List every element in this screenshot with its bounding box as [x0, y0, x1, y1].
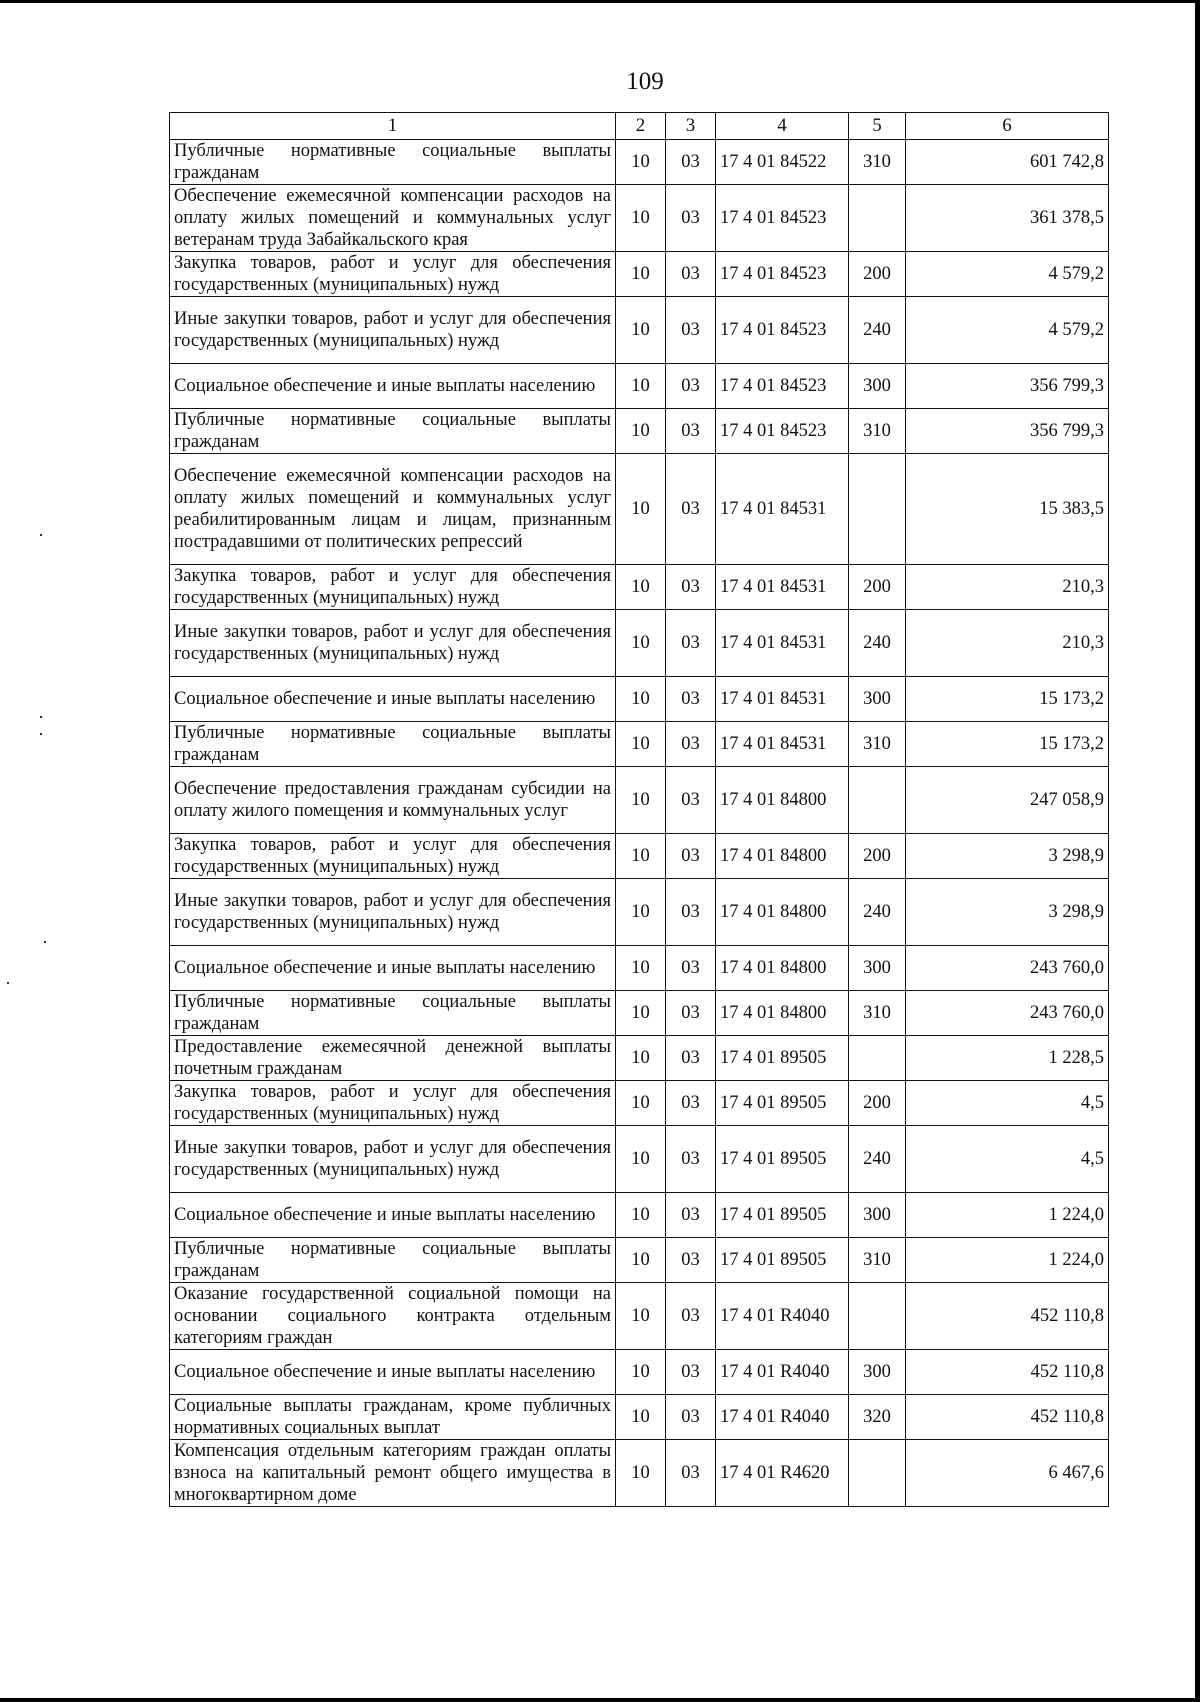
row-target-code-cell: 17 4 01 84531 — [716, 610, 849, 677]
row-section-cell: 10 — [616, 140, 666, 185]
row-target-code-cell: 17 4 01 84531 — [716, 677, 849, 722]
row-subsection-cell: 03 — [666, 1081, 716, 1126]
table-row — [170, 297, 1109, 364]
table-row — [170, 1395, 1109, 1440]
row-name-cell: Обеспечение предоставления гражданам субсидии на оплату жилого помещения и коммунальных услуг — [170, 767, 616, 834]
row-subsection-cell: 03 — [666, 879, 716, 946]
row-amount-cell: 15 383,5 — [906, 454, 1109, 565]
row-expense-type-cell: 200 — [849, 252, 906, 297]
row-target-code-cell: 17 4 01 89505 — [716, 1126, 849, 1193]
budget-table — [169, 112, 1109, 1507]
row-target-code-cell: 17 4 01 84531 — [716, 565, 849, 610]
row-subsection-cell: 03 — [666, 409, 716, 454]
row-section-cell: 10 — [616, 1350, 666, 1395]
row-expense-type-cell: 310 — [849, 409, 906, 454]
row-name-cell: Социальное обеспечение и иные выплаты населению — [170, 364, 616, 409]
row-section-cell: 10 — [616, 252, 666, 297]
row-expense-type-cell — [849, 185, 906, 252]
row-name-cell: Иные закупки товаров, работ и услуг для обеспечения государственных (муниципальных) нужд — [170, 610, 616, 677]
row-subsection-cell: 03 — [666, 364, 716, 409]
row-target-code-cell: 17 4 01 84531 — [716, 722, 849, 767]
header-col-5: 5 — [849, 113, 906, 140]
row-section-cell: 10 — [616, 610, 666, 677]
row-target-code-cell: 17 4 01 R4040 — [716, 1395, 849, 1440]
table-row — [170, 454, 1109, 565]
row-section-cell: 10 — [616, 1081, 666, 1126]
table-row — [170, 140, 1109, 185]
row-amount-cell: 356 799,3 — [906, 409, 1109, 454]
row-name-cell: Социальное обеспечение и иные выплаты населению — [170, 1193, 616, 1238]
table-row — [170, 722, 1109, 767]
table-row — [170, 1126, 1109, 1193]
table-row — [170, 185, 1109, 252]
table-row — [170, 409, 1109, 454]
row-amount-cell: 210,3 — [906, 610, 1109, 677]
table-row — [170, 565, 1109, 610]
row-amount-cell: 15 173,2 — [906, 722, 1109, 767]
row-expense-type-cell: 320 — [849, 1395, 906, 1440]
row-target-code-cell: 17 4 01 84800 — [716, 767, 849, 834]
row-target-code-cell: 17 4 01 89505 — [716, 1081, 849, 1126]
table-row — [170, 991, 1109, 1036]
row-name-cell: Закупка товаров, работ и услуг для обеспечения государственных (муниципальных) нужд — [170, 1081, 616, 1126]
row-subsection-cell: 03 — [666, 1440, 716, 1507]
row-amount-cell: 361 378,5 — [906, 185, 1109, 252]
row-expense-type-cell: 200 — [849, 565, 906, 610]
header-col-2: 2 — [616, 113, 666, 140]
row-name-cell: Социальное обеспечение и иные выплаты населению — [170, 1350, 616, 1395]
margin-speck — [40, 733, 42, 735]
row-subsection-cell: 03 — [666, 677, 716, 722]
row-name-cell: Социальное обеспечение и иные выплаты населению — [170, 946, 616, 991]
row-section-cell: 10 — [616, 946, 666, 991]
row-expense-type-cell — [849, 1440, 906, 1507]
row-target-code-cell: 17 4 01 89505 — [716, 1036, 849, 1081]
row-name-cell: Обеспечение ежемесячной компенсации расходов на оплату жилых помещений и коммунальных услуг ветеранам труда Забайкальского края — [170, 185, 616, 252]
row-expense-type-cell: 310 — [849, 1238, 906, 1283]
margin-speck — [44, 941, 46, 943]
row-expense-type-cell: 240 — [849, 610, 906, 677]
row-subsection-cell: 03 — [666, 140, 716, 185]
row-subsection-cell: 03 — [666, 991, 716, 1036]
row-subsection-cell: 03 — [666, 1238, 716, 1283]
row-name-cell: Закупка товаров, работ и услуг для обеспечения государственных (муниципальных) нужд — [170, 565, 616, 610]
row-amount-cell: 1 224,0 — [906, 1193, 1109, 1238]
row-name-cell: Иные закупки товаров, работ и услуг для обеспечения государственных (муниципальных) нужд — [170, 1126, 616, 1193]
table-row — [170, 1350, 1109, 1395]
row-amount-cell: 1 224,0 — [906, 1238, 1109, 1283]
row-target-code-cell: 17 4 01 84523 — [716, 252, 849, 297]
margin-speck — [40, 716, 42, 718]
row-expense-type-cell: 310 — [849, 722, 906, 767]
row-amount-cell: 3 298,9 — [906, 879, 1109, 946]
row-amount-cell: 452 110,8 — [906, 1350, 1109, 1395]
row-target-code-cell: 17 4 01 84522 — [716, 140, 849, 185]
row-expense-type-cell — [849, 454, 906, 565]
row-name-cell: Закупка товаров, работ и услуг для обеспечения государственных (муниципальных) нужд — [170, 252, 616, 297]
row-amount-cell: 3 298,9 — [906, 834, 1109, 879]
table-row — [170, 677, 1109, 722]
row-amount-cell: 601 742,8 — [906, 140, 1109, 185]
row-expense-type-cell: 240 — [849, 297, 906, 364]
row-subsection-cell: 03 — [666, 297, 716, 364]
row-expense-type-cell: 300 — [849, 946, 906, 991]
row-expense-type-cell: 300 — [849, 1193, 906, 1238]
table-row — [170, 879, 1109, 946]
row-amount-cell: 210,3 — [906, 565, 1109, 610]
header-col-4: 4 — [716, 113, 849, 140]
header-col-3: 3 — [666, 113, 716, 140]
header-col-6: 6 — [906, 113, 1109, 140]
row-expense-type-cell — [849, 1283, 906, 1350]
row-section-cell: 10 — [616, 834, 666, 879]
row-target-code-cell: 17 4 01 84523 — [716, 409, 849, 454]
row-subsection-cell: 03 — [666, 1283, 716, 1350]
row-section-cell: 10 — [616, 454, 666, 565]
table-body — [170, 140, 1109, 1507]
row-name-cell: Оказание государственной социальной помощи на основании социального контракта отдельным категориям граждан — [170, 1283, 616, 1350]
row-amount-cell: 15 173,2 — [906, 677, 1109, 722]
row-section-cell: 10 — [616, 409, 666, 454]
row-amount-cell: 243 760,0 — [906, 991, 1109, 1036]
row-amount-cell: 247 058,9 — [906, 767, 1109, 834]
table-row — [170, 252, 1109, 297]
row-section-cell: 10 — [616, 767, 666, 834]
row-expense-type-cell: 300 — [849, 1350, 906, 1395]
row-subsection-cell: 03 — [666, 1036, 716, 1081]
row-amount-cell: 4,5 — [906, 1081, 1109, 1126]
row-subsection-cell: 03 — [666, 946, 716, 991]
row-subsection-cell: 03 — [666, 565, 716, 610]
row-name-cell: Закупка товаров, работ и услуг для обеспечения государственных (муниципальных) нужд — [170, 834, 616, 879]
row-amount-cell: 1 228,5 — [906, 1036, 1109, 1081]
row-subsection-cell: 03 — [666, 1193, 716, 1238]
row-section-cell: 10 — [616, 185, 666, 252]
row-name-cell: Предоставление ежемесячной денежной выплаты почетным гражданам — [170, 1036, 616, 1081]
row-target-code-cell: 17 4 01 84531 — [716, 454, 849, 565]
row-name-cell: Публичные нормативные социальные выплаты гражданам — [170, 140, 616, 185]
row-subsection-cell: 03 — [666, 454, 716, 565]
row-section-cell: 10 — [616, 1193, 666, 1238]
row-amount-cell: 243 760,0 — [906, 946, 1109, 991]
table-row — [170, 1036, 1109, 1081]
table-row — [170, 364, 1109, 409]
row-target-code-cell: 17 4 01 84800 — [716, 946, 849, 991]
row-expense-type-cell: 240 — [849, 879, 906, 946]
row-subsection-cell: 03 — [666, 252, 716, 297]
row-amount-cell: 4 579,2 — [906, 297, 1109, 364]
row-expense-type-cell: 240 — [849, 1126, 906, 1193]
row-target-code-cell: 17 4 01 R4620 — [716, 1440, 849, 1507]
header-col-1: 1 — [170, 113, 616, 140]
row-target-code-cell: 17 4 01 R4040 — [716, 1350, 849, 1395]
row-expense-type-cell: 300 — [849, 364, 906, 409]
margin-speck — [7, 982, 9, 984]
row-target-code-cell: 17 4 01 84523 — [716, 185, 849, 252]
row-section-cell: 10 — [616, 722, 666, 767]
row-name-cell: Иные закупки товаров, работ и услуг для обеспечения государственных (муниципальных) нужд — [170, 297, 616, 364]
row-name-cell: Компенсация отдельным категориям граждан оплаты взноса на капитальный ремонт общего имущества в многоквартирном доме — [170, 1440, 616, 1507]
row-section-cell: 10 — [616, 297, 666, 364]
margin-speck — [40, 534, 42, 536]
row-expense-type-cell: 300 — [849, 677, 906, 722]
row-subsection-cell: 03 — [666, 767, 716, 834]
table-row — [170, 1081, 1109, 1126]
row-name-cell: Иные закупки товаров, работ и услуг для обеспечения государственных (муниципальных) нужд — [170, 879, 616, 946]
row-expense-type-cell: 200 — [849, 1081, 906, 1126]
row-amount-cell: 4,5 — [906, 1126, 1109, 1193]
row-subsection-cell: 03 — [666, 1350, 716, 1395]
row-section-cell: 10 — [616, 565, 666, 610]
table-row — [170, 767, 1109, 834]
row-subsection-cell: 03 — [666, 1126, 716, 1193]
row-subsection-cell: 03 — [666, 610, 716, 677]
row-expense-type-cell: 200 — [849, 834, 906, 879]
row-name-cell: Социальные выплаты гражданам, кроме публичных нормативных социальных выплат — [170, 1395, 616, 1440]
row-target-code-cell: 17 4 01 84523 — [716, 297, 849, 364]
row-target-code-cell: 17 4 01 84800 — [716, 834, 849, 879]
row-section-cell: 10 — [616, 1036, 666, 1081]
row-target-code-cell: 17 4 01 89505 — [716, 1193, 849, 1238]
row-section-cell: 10 — [616, 364, 666, 409]
table-row — [170, 946, 1109, 991]
page-number: 109 — [626, 68, 664, 95]
row-target-code-cell: 17 4 01 89505 — [716, 1238, 849, 1283]
row-name-cell: Публичные нормативные социальные выплаты гражданам — [170, 991, 616, 1036]
row-amount-cell: 4 579,2 — [906, 252, 1109, 297]
row-name-cell: Обеспечение ежемесячной компенсации расходов на оплату жилых помещений и коммунальных услуг реабилитированным лицам и лицам, признанным пострадавшими от политических репрессий — [170, 454, 616, 565]
table-row — [170, 1440, 1109, 1507]
row-target-code-cell: 17 4 01 84800 — [716, 991, 849, 1036]
row-expense-type-cell — [849, 767, 906, 834]
row-expense-type-cell: 310 — [849, 991, 906, 1036]
table-row — [170, 1193, 1109, 1238]
row-section-cell: 10 — [616, 991, 666, 1036]
table-row — [170, 610, 1109, 677]
row-section-cell: 10 — [616, 1283, 666, 1350]
row-name-cell: Публичные нормативные социальные выплаты гражданам — [170, 1238, 616, 1283]
row-subsection-cell: 03 — [666, 722, 716, 767]
table-row — [170, 1283, 1109, 1350]
row-section-cell: 10 — [616, 677, 666, 722]
row-subsection-cell: 03 — [666, 834, 716, 879]
row-section-cell: 10 — [616, 879, 666, 946]
row-target-code-cell: 17 4 01 R4040 — [716, 1283, 849, 1350]
row-expense-type-cell — [849, 1036, 906, 1081]
row-target-code-cell: 17 4 01 84523 — [716, 364, 849, 409]
row-name-cell: Социальное обеспечение и иные выплаты населению — [170, 677, 616, 722]
row-section-cell: 10 — [616, 1395, 666, 1440]
row-name-cell: Публичные нормативные социальные выплаты гражданам — [170, 722, 616, 767]
table-row — [170, 834, 1109, 879]
row-amount-cell: 452 110,8 — [906, 1283, 1109, 1350]
row-subsection-cell: 03 — [666, 185, 716, 252]
table-header-row — [170, 113, 1109, 140]
row-section-cell: 10 — [616, 1126, 666, 1193]
table-row — [170, 1238, 1109, 1283]
row-section-cell: 10 — [616, 1238, 666, 1283]
row-section-cell: 10 — [616, 1440, 666, 1507]
row-expense-type-cell: 310 — [849, 140, 906, 185]
row-amount-cell: 452 110,8 — [906, 1395, 1109, 1440]
row-subsection-cell: 03 — [666, 1395, 716, 1440]
row-amount-cell: 356 799,3 — [906, 364, 1109, 409]
row-amount-cell: 6 467,6 — [906, 1440, 1109, 1507]
row-name-cell: Публичные нормативные социальные выплаты гражданам — [170, 409, 616, 454]
row-target-code-cell: 17 4 01 84800 — [716, 879, 849, 946]
